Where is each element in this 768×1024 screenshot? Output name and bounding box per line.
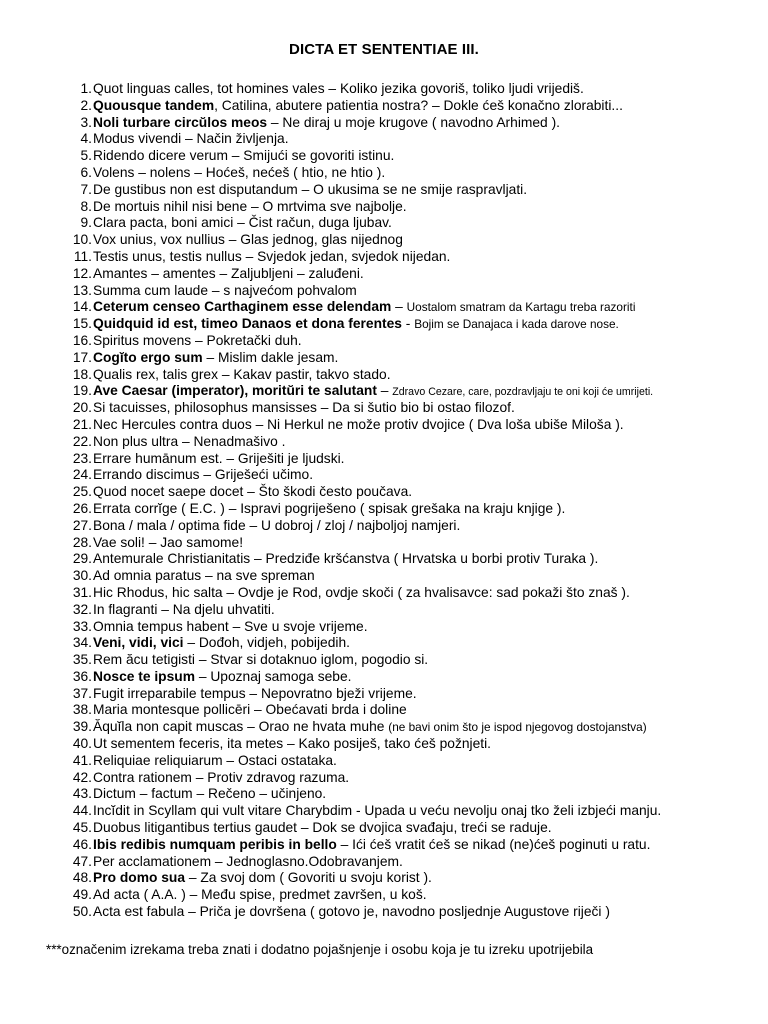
latin-saying-bold: Veni, vidi, vici <box>93 635 184 651</box>
sayings-list <box>0 81 768 921</box>
list-item <box>0 333 768 350</box>
list-item <box>0 887 768 904</box>
item-number: 33. <box>72 618 92 634</box>
item-text <box>93 451 345 468</box>
item-number: 42. <box>72 769 92 785</box>
item-text <box>93 131 289 148</box>
list-item <box>0 736 768 753</box>
item-text <box>93 484 412 501</box>
item-text <box>93 585 630 602</box>
item-number: 50. <box>72 904 92 920</box>
item-number: 46. <box>72 836 92 852</box>
item-number: 36. <box>72 668 92 684</box>
list-item <box>0 837 768 854</box>
list-item <box>0 854 768 871</box>
list-item <box>0 249 768 266</box>
small-note: Zdravo Cezare, care, pozdravljaju te oni koji će umrijeti. <box>392 386 654 399</box>
list-item <box>0 686 768 703</box>
item-number: 43. <box>72 786 92 802</box>
list-item <box>0 568 768 585</box>
list-item <box>0 232 768 249</box>
item-number: 44. <box>72 803 92 819</box>
item-number: 20. <box>72 400 92 416</box>
text-segment: Non plus ultra – Nenadmašivo . <box>93 433 286 449</box>
text-segment: Si tacuisses, philosophus mansisses – Da si šutio bio bi ostao filozof. <box>93 400 515 416</box>
small-note: Bojim se Danajaca i kada darove nose. <box>414 317 619 332</box>
list-item <box>0 199 768 216</box>
item-text <box>93 602 275 619</box>
list-item <box>0 131 768 148</box>
list-item <box>0 652 768 669</box>
item-number: 11. <box>73 248 92 264</box>
text-segment: Spiritus movens – Pokretački duh. <box>93 332 302 348</box>
text-segment: Quod nocet saepe docet – Što škodi često poučava. <box>93 484 413 500</box>
item-number: 9. <box>80 215 92 231</box>
item-text <box>93 904 610 921</box>
text-segment: Contra rationem – Protiv zdravog razuma. <box>93 769 350 785</box>
small-note: Uostalom smatram da Kartagu treba razoriti <box>406 300 636 315</box>
list-item <box>0 434 768 451</box>
text-segment: Ăquĭla non capit muscas – Orao ne hvata muhe <box>93 719 389 735</box>
item-text <box>93 770 349 787</box>
item-text <box>93 803 661 820</box>
item-number: 37. <box>72 685 92 701</box>
text-segment: Amantes – amentes – Zaljubljeni – zaluđeni. <box>93 265 364 281</box>
text-segment: Per acclamationem – Jednoglasno.Odobravanjem. <box>93 853 403 869</box>
item-number: 31. <box>72 584 92 600</box>
text-segment: Quot linguas calles, tot homines vales – Koliko jezika govoriš, toliko ljudi vrijediš. <box>93 81 584 96</box>
small-note: (ne bavi onim što je ispod njegovog dostojanstva) <box>388 720 647 735</box>
text-segment: Vae soli! – Jao samome! <box>93 534 244 550</box>
item-number: 2. <box>80 97 92 113</box>
item-number: 3. <box>80 114 92 130</box>
footnote: ***označenim izrekama treba znati i dodatno pojašnjenje i osobu koja je tu izreku upotrijebila <box>46 942 594 957</box>
item-number: 13. <box>72 282 92 298</box>
item-number: 12. <box>72 265 92 281</box>
item-number: 47. <box>72 853 92 869</box>
item-text <box>93 702 407 719</box>
text-segment: – <box>376 383 393 399</box>
text-segment: Volens – nolens – Hoćeš, nećeš ( htio, ne htio ). <box>93 164 386 180</box>
list-item <box>0 870 768 887</box>
text-segment: – Mislim dakle jesam. <box>202 349 339 365</box>
item-number: 38. <box>72 702 92 718</box>
item-number: 5. <box>80 148 92 164</box>
text-segment: , Catilina, abutere patientia nostra? – Dokle ćeš konačno zlorabiti... <box>214 97 623 113</box>
item-number: 17. <box>72 349 92 365</box>
text-segment: Qualis rex, talis grex – Kakav pastir, takvo stado. <box>93 366 391 382</box>
item-text <box>93 753 337 770</box>
item-number: 30. <box>72 568 92 584</box>
text-segment: – Ići ćeš vratit ćeš se nikad (ne)ćeš poginuti u ratu. <box>336 836 651 852</box>
list-item <box>0 702 768 719</box>
item-text <box>93 669 351 686</box>
text-segment: – Za svoj dom ( Govoriti u svoju korist ). <box>185 870 432 886</box>
item-text <box>93 249 450 266</box>
list-item <box>0 635 768 652</box>
text-segment: Errando discimus – Griješeći učimo. <box>93 467 314 483</box>
list-item <box>0 215 768 232</box>
item-number: 45. <box>72 820 92 836</box>
item-number: 4. <box>80 131 92 147</box>
text-segment: Errare humānum est. – Griješiti je ljudski. <box>93 450 345 466</box>
list-item <box>0 350 768 367</box>
text-segment: In flagranti – Na djelu uhvatiti. <box>93 601 275 617</box>
text-segment: Ut sementem feceris, ita metes – Kako posiješ, tako ćeš požnjeti. <box>93 736 491 752</box>
item-text <box>93 367 391 384</box>
list-item <box>0 283 768 300</box>
text-segment: – <box>391 299 407 315</box>
item-number: 16. <box>72 332 92 348</box>
text-segment: – Ne diraj u moje krugove ( navodno Arhimed ). <box>267 114 560 130</box>
text-segment: Summa cum laude – s najvećom pohvalom <box>93 282 357 298</box>
text-segment: Omnia tempus habent – Sve u svoje vrijeme. <box>93 618 368 634</box>
item-number: 28. <box>72 534 92 550</box>
item-number: 24. <box>72 467 92 483</box>
item-text <box>93 232 403 249</box>
item-text <box>93 551 598 568</box>
item-text <box>93 837 650 854</box>
item-text <box>93 467 313 484</box>
item-text <box>93 98 623 115</box>
list-item <box>0 551 768 568</box>
item-number: 6. <box>80 164 92 180</box>
list-item <box>0 719 768 736</box>
item-number: 18. <box>72 366 92 382</box>
list-item <box>0 451 768 468</box>
item-text <box>93 199 407 216</box>
item-text <box>93 635 350 652</box>
text-segment: Antemurale Christianitatis – Predziđe kršćanstva ( Hrvatska u borbi protiv Turaka ). <box>93 551 599 567</box>
item-number: 19. <box>72 383 92 399</box>
item-text <box>93 786 326 803</box>
text-segment: Nec Hercules contra duos – Ni Herkul ne može protiv dvojice ( Dva loša ubiše Miloša ). <box>93 416 624 432</box>
item-number: 32. <box>72 601 92 617</box>
list-item <box>0 98 768 115</box>
item-number: 48. <box>72 870 92 886</box>
item-number: 15. <box>72 316 92 332</box>
text-segment: Ad omnia paratus – na sve spreman <box>93 568 315 584</box>
latin-saying-bold: Pro domo sua <box>93 870 185 886</box>
item-text <box>93 619 368 636</box>
item-text <box>93 434 286 451</box>
list-item <box>0 602 768 619</box>
text-segment: Testis unus, testis nullus – Svjedok jedan, svjedok nijedan. <box>93 248 451 264</box>
text-segment: Incĭdit in Scyllam qui vult vitare Charybdim - Upada u veću nevolju onaj tko želi izbjeći manju. <box>93 803 662 819</box>
list-item <box>0 266 768 283</box>
item-number: 34. <box>72 635 92 651</box>
item-number: 25. <box>72 484 92 500</box>
item-number: 41. <box>72 752 92 768</box>
item-text <box>93 283 357 300</box>
list-item <box>0 501 768 518</box>
latin-saying-bold: Ave Caesar (imperator), moritŭri te salutant <box>93 383 377 399</box>
item-number: 49. <box>72 887 92 903</box>
item-text <box>93 299 635 316</box>
latin-saying-bold: Quousque tandem <box>93 97 215 113</box>
list-item <box>0 148 768 165</box>
item-text <box>93 535 243 552</box>
list-item <box>0 115 768 132</box>
item-number: 23. <box>72 450 92 466</box>
item-number: 10. <box>72 232 92 248</box>
text-segment: Ridendo dicere verum – Smijući se govoriti istinu. <box>93 148 395 164</box>
text-segment: Errata corrĭge ( E.C. ) – Ispravi pogriješeno ( spisak grešaka na kraju knjige ). <box>93 500 566 516</box>
item-text <box>93 417 624 434</box>
list-item <box>0 803 768 820</box>
text-segment: - <box>401 316 415 332</box>
item-number: 29. <box>72 551 92 567</box>
item-text <box>93 81 584 98</box>
list-item <box>0 669 768 686</box>
item-number: 22. <box>72 433 92 449</box>
item-number: 26. <box>72 500 92 516</box>
item-text <box>93 652 428 669</box>
item-number: 14. <box>72 299 92 315</box>
text-segment: Fugit irreparabile tempus – Nepovratno bježi vrijeme. <box>93 685 417 701</box>
item-text <box>93 182 527 199</box>
list-item <box>0 316 768 333</box>
item-text <box>93 686 417 703</box>
text-segment: Vox unius, vox nullius – Glas jednog, glas nijednog <box>93 232 403 248</box>
item-number: 27. <box>72 517 92 533</box>
text-segment: Dictum – factum – Rečeno – učinjeno. <box>93 786 327 802</box>
list-item <box>0 904 768 921</box>
latin-saying-bold: Nosce te ipsum <box>93 668 195 684</box>
list-item <box>0 585 768 602</box>
item-text <box>93 350 338 367</box>
text-segment: De gustibus non est disputandum – O ukusima se ne smije raspravljati. <box>93 181 528 197</box>
item-number: 7. <box>80 181 92 197</box>
latin-saying-bold: Cogĭto ergo sum <box>93 349 203 365</box>
item-number: 21. <box>72 416 92 432</box>
item-text <box>93 870 432 887</box>
item-number: 40. <box>72 736 92 752</box>
list-item <box>0 535 768 552</box>
list-item <box>0 417 768 434</box>
text-segment: Rem ăcu tetigisti – Stvar si dotaknuo iglom, pogodio si. <box>93 652 429 668</box>
list-item <box>0 753 768 770</box>
item-text <box>93 400 515 417</box>
latin-saying-bold: Ibis redibis numquam peribis in bello <box>93 836 337 852</box>
item-text <box>93 215 392 232</box>
text-segment: Modus vivendi – Način življenja. <box>93 131 289 147</box>
item-number: 1. <box>80 81 92 96</box>
item-text <box>93 501 565 518</box>
text-segment: Clara pacta, boni amici – Čist račun, duga ljubav. <box>93 215 392 231</box>
item-text <box>93 887 427 904</box>
list-item <box>0 165 768 182</box>
text-segment: Acta est fabula – Priča je dovršena ( gotovo je, navodno posljednje Augustove riječi ) <box>93 904 610 920</box>
text-segment: Bona / mala / optima fide – U dobroj / zloj / najboljoj namjeri. <box>93 517 461 533</box>
list-item <box>0 367 768 384</box>
item-text <box>93 316 619 333</box>
list-item <box>0 383 768 400</box>
text-segment: Hic Rhodus, hic salta – Ovdje je Rod, ovdje skoči ( za hvalisavce: sad pokaži što znaš ). <box>93 584 630 600</box>
text-segment: Duobus litigantibus tertius gaudet – Dok se dvojica svađaju, treći se raduje. <box>93 820 552 836</box>
item-number: 39. <box>72 719 92 735</box>
text-segment: Reliquiae reliquiarum – Ostaci ostataka. <box>93 752 337 768</box>
list-item <box>0 182 768 199</box>
item-number: 8. <box>80 198 92 214</box>
list-item <box>0 619 768 636</box>
text-segment: Maria montesque pollicēri – Obećavati brda i doline <box>93 702 407 718</box>
item-text <box>93 518 460 535</box>
item-text <box>93 266 364 283</box>
item-text <box>93 383 653 401</box>
item-text <box>93 719 647 736</box>
item-text <box>93 333 302 350</box>
item-text <box>93 148 394 165</box>
document-title: DICTA ET SENTENTIAE III. <box>289 41 479 58</box>
item-text <box>93 115 560 132</box>
latin-saying-bold: Quidquid id est, timeo Danaos et dona ferentes <box>93 316 402 332</box>
list-item <box>0 820 768 837</box>
item-number: 35. <box>72 652 92 668</box>
text-segment: – Dođoh, vidjeh, pobijedih. <box>183 635 350 651</box>
list-item <box>0 81 768 98</box>
text-segment: – Upoznaj samoga sebe. <box>194 668 352 684</box>
item-text <box>93 568 315 585</box>
item-text <box>93 820 552 837</box>
list-item <box>0 484 768 501</box>
latin-saying-bold: Ceterum censeo Carthaginem esse delendam <box>93 299 392 315</box>
list-item <box>0 518 768 535</box>
item-text <box>93 165 385 182</box>
text-segment: De mortuis nihil nisi bene – O mrtvima sve najbolje. <box>93 198 407 214</box>
list-item <box>0 400 768 417</box>
list-item <box>0 299 768 316</box>
list-item <box>0 467 768 484</box>
list-item <box>0 786 768 803</box>
list-item <box>0 770 768 787</box>
item-text <box>93 854 403 871</box>
latin-saying-bold: Noli turbare circŭlos meos <box>93 114 268 130</box>
item-text <box>93 736 491 753</box>
text-segment: Ad acta ( A.A. ) – Među spise, predmet završen, u koš. <box>93 887 427 903</box>
